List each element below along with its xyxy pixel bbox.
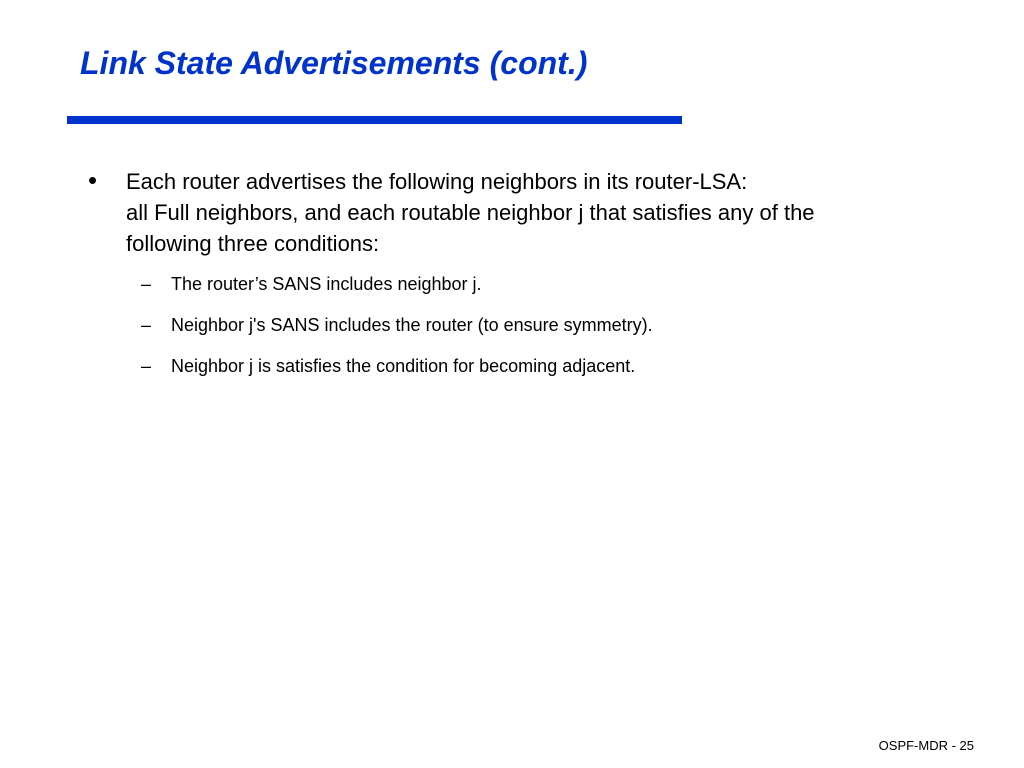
sub-bullet-text: Neighbor j is satisfies the condition for becoming adjacent. [171,356,636,376]
sub-bullet-item [0,355,1024,377]
sub-bullet-list [0,273,1024,377]
dash-icon: – [141,356,152,376]
slide-footer-page-number: OSPF-MDR - 25 [878,738,974,753]
dash-icon: – [141,274,152,294]
slide-title: Link State Advertisements (cont.) [80,45,588,81]
dash-icon: – [141,315,152,335]
bullet-text-line-3: following three conditions: [126,231,380,256]
main-bullet [0,166,946,259]
slide-content [0,166,1024,396]
sub-bullet-item [0,273,1024,295]
title-underline-rule [67,116,682,124]
bullet-text-line-1: Each router advertises the following neighbors in its router-LSA: [126,169,748,194]
sub-bullet-text: The router’s SANS includes neighbor j. [171,274,482,294]
sub-bullet-item [0,314,1024,336]
bullet-text-line-2: all Full neighbors, and each routable neighbor j that satisfies any of the [126,200,815,225]
sub-bullet-text: Neighbor j's SANS includes the router (to ensure symmetry). [171,315,653,335]
bullet-dot-icon: • [88,165,98,195]
